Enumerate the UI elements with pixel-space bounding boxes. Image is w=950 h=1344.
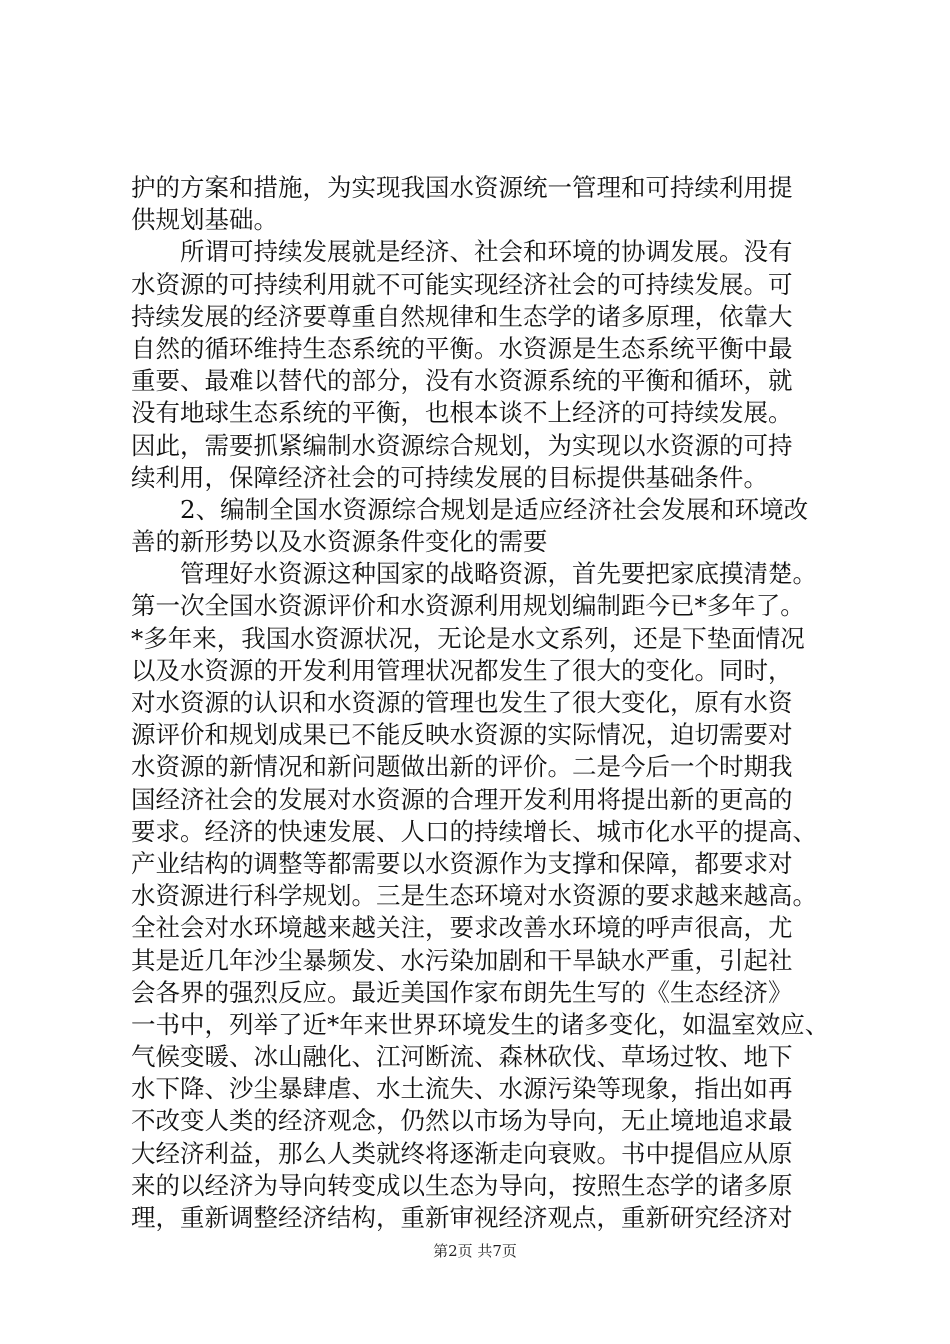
text-line-15: *多年来，我国水资源状况，无论是水文系列，还是下垫面情况 <box>131 623 805 653</box>
text-line-10: 续利用，保障经济社会的可持续发展的目标提供基础条件。 <box>131 462 768 492</box>
text-line-26: 会各界的强烈反应。最近美国作家布朗先生写的《生态经济》 <box>131 977 793 1007</box>
text-line-16: 以及水资源的开发利用管理状况都发生了很大的变化。同时， <box>131 655 793 685</box>
text-line-11: 2、编制全国水资源综合规划是适应经济社会发展和环境改 <box>131 494 809 524</box>
text-line-5: 持续发展的经济要尊重自然规律和生态学的诸多原理，依靠大 <box>131 301 793 331</box>
text-line-24: 全社会对水环境越来越关注，要求改善水环境的呼声很高，尤 <box>131 913 793 943</box>
text-line-22: 产业结构的调整等都需要以水资源作为支撑和保障，都要求对 <box>131 848 793 878</box>
text-line-21: 要求。经济的快速发展、人口的持续增长、城市化水平的提高、 <box>131 816 817 846</box>
text-line-8: 没有地球生态系统的平衡，也根本谈不上经济的可持续发展。 <box>131 398 793 428</box>
text-line-30: 不改变人类的经济观念，仍然以市场为导向，无止境地追求最 <box>131 1106 793 1136</box>
text-line-4: 水资源的可持续利用就不可能实现经济社会的可持续发展。可 <box>131 269 793 299</box>
text-line-19: 水资源的新情况和新问题做出新的评价。二是今后一个时期我 <box>131 752 793 782</box>
page-number-label: 第2页 共7页 <box>433 1242 517 1260</box>
text-line-23: 水资源进行科学规划。三是生态环境对水资源的要求越来越高。 <box>131 881 817 911</box>
text-line-25: 其是近几年沙尘暴频发、水污染加剧和干旱缺水严重，引起社 <box>131 945 793 975</box>
text-line-13: 管理好水资源这种国家的战略资源，首先要把家底摸清楚。 <box>131 559 817 589</box>
text-line-20: 国经济社会的发展对水资源的合理开发利用将提出新的更高的 <box>131 784 793 814</box>
text-line-29: 水下降、沙尘暴肆虐、水土流失、水源污染等现象，指出如再 <box>131 1074 793 1104</box>
text-line-28: 气候变暖、冰山融化、江河断流、森林砍伐、草场过牧、地下 <box>131 1042 793 1072</box>
body-text <box>131 172 831 1234</box>
text-line-12: 善的新形势以及水资源条件变化的需要 <box>131 527 548 557</box>
text-line-2: 供规划基础。 <box>131 205 278 235</box>
text-line-14: 第一次全国水资源评价和水资源利用规划编制距今已*多年了。 <box>131 591 805 621</box>
text-line-6: 自然的循环维持生态系统的平衡。水资源是生态系统平衡中最 <box>131 333 793 363</box>
text-line-33: 理，重新调整经济结构，重新审视经济观点，重新研究经济对 <box>131 1203 793 1232</box>
text-line-18: 源评价和规划成果已不能反映水资源的实际情况，迫切需要对 <box>131 720 793 750</box>
text-line-17: 对水资源的认识和水资源的管理也发生了很大变化，原有水资 <box>131 688 793 717</box>
text-line-7: 重要、最难以替代的部分，没有水资源系统的平衡和循环，就 <box>131 366 793 396</box>
text-line-27: 一书中，列举了近*年来世界环境发生的诸多变化，如温室效应、 <box>131 1009 830 1039</box>
text-line-3: 所谓可持续发展就是经济、社会和环境的协调发展。没有 <box>131 237 793 267</box>
text-line-31: 大经济利益，那么人类就终将逐渐走向衰败。书中提倡应从原 <box>131 1138 793 1168</box>
text-line-32: 来的以经济为导向转变成以生态为导向，按照生态学的诸多原 <box>131 1170 793 1200</box>
text-line-1: 护的方案和措施，为实现我国水资源统一管理和可持续利用提 <box>131 173 793 202</box>
text-line-9: 因此，需要抓紧编制水资源综合规划，为实现以水资源的可持 <box>131 430 793 460</box>
page-footer <box>0 1240 950 1261</box>
